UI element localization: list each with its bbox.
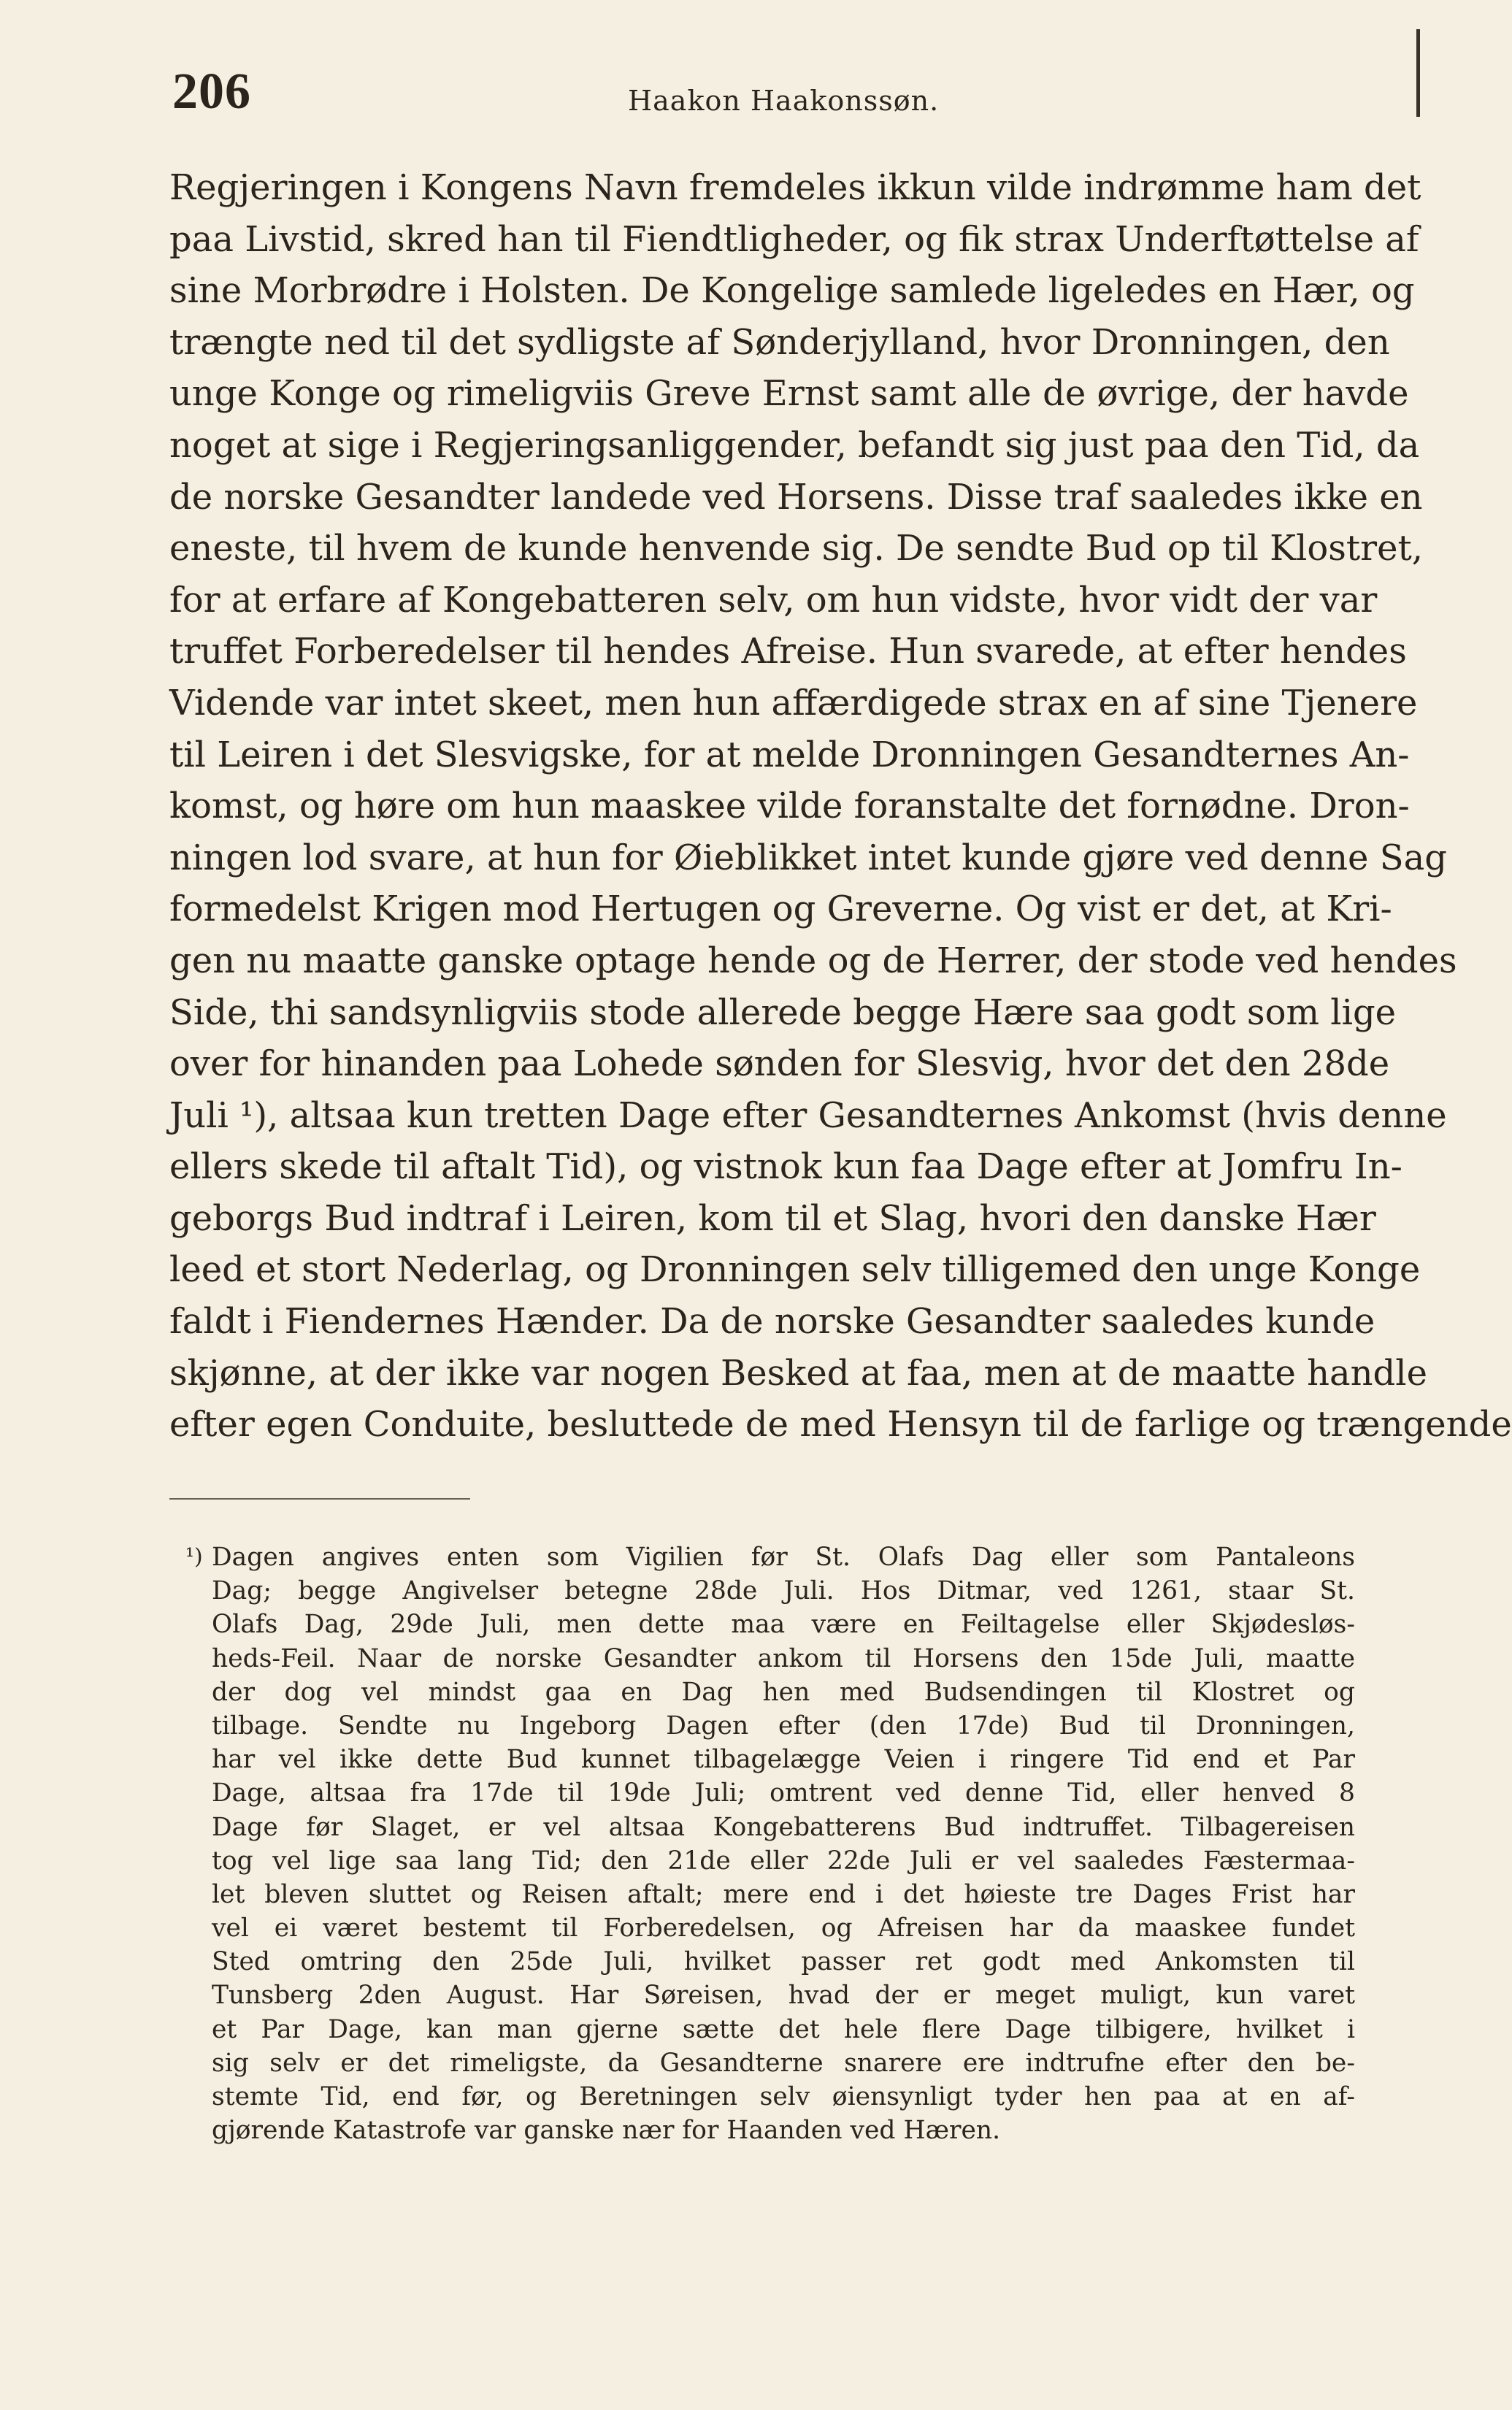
footnote-line: let bleven sluttet og Reisen aftalt; mere end i det høieste tre Dages Frist har — [212, 1879, 1355, 1909]
body-line: skjønne, at der ikke var nogen Besked at faa, men at de maatte handle — [169, 1352, 1428, 1394]
body-line: paa Livstid, skred han til Fiendtligheder, og fik strax Underftøttelse af — [169, 218, 1419, 260]
footnote-line: stemte Tid, end før, og Beretningen selv øiensynligt tyder hen paa at en af- — [212, 2082, 1355, 2111]
footnote-line: heds-Feil. Naar de norske Gesandter ankom til Horsens den 15de Juli, maatte — [212, 1643, 1355, 1673]
body-line: Regjeringen i Kongens Navn fremdeles ikkun vilde indrømme ham det — [169, 167, 1421, 208]
body-line: eneste, til hvem de kunde henvende sig. De sendte Bud op til Klostret, — [169, 528, 1424, 569]
footnote-line: Sted omtring den 25de Juli, hvilket passer ret godt med Ankomsten til — [212, 1947, 1355, 1977]
body-line: Side, thi sandsynligviis stode allerede begge Hære saa godt som lige — [169, 991, 1397, 1033]
body-line: over for hinanden paa Lohede sønden for Slesvig, hvor det den 28de — [169, 1043, 1390, 1085]
footnote-line: Tunsberg 2den August. Har Søreisen, hvad der er meget muligt, kun varet — [212, 1981, 1355, 2011]
body-line: ningen lod svare, at hun for Øieblikket intet kunde gjøre ved denne Sag — [169, 837, 1447, 878]
body-line: trængte ned til det sydligste af Sønderjylland, hvor Dronningen, den — [169, 321, 1390, 363]
footnote-line: Dage, altsaa fra 17de til 19de Juli; omtrent ved denne Tid, eller henved 8 — [212, 1778, 1355, 1808]
body-line: efter egen Conduite, besluttede de med Hensyn til de farlige og trængende — [169, 1404, 1512, 1446]
body-line: leed et stort Nederlag, og Dronningen selv tilligemed den unge Konge — [169, 1249, 1421, 1291]
body-line: gen nu maatte ganske optage hende og de Herrer, der stode ved hendes — [169, 940, 1457, 981]
footnotes — [185, 1540, 1355, 2147]
footnote-line: Dage før Slaget, er vel altsaa Kongebatterens Bud indtruffet. Tilbagereisen — [212, 1812, 1355, 1842]
body-line: for at erfare af Kongebatteren selv, om hun vidste, hvor vidt der var — [169, 579, 1378, 621]
footnote-line: Olafs Dag, 29de Juli, men dette maa være en Feiltagelse eller Skjødesløs- — [212, 1610, 1355, 1640]
body-line: noget at sige i Regjeringsanliggender, befandt sig just paa den Tid, da — [169, 424, 1420, 466]
footnote-line: sig selv er det rimeligste, da Gesandterne snarere ere indtrufne efter den be- — [212, 2048, 1355, 2078]
footnote-line: gjørende Katastrofe var ganske nær for Haanden ved Hæren. — [212, 2116, 1001, 2146]
footnote-line: vel ei været bestemt til Forberedelsen, og Afreisen har da maaskee fundet — [212, 1914, 1355, 1943]
footnote-marker: ¹) — [185, 1544, 203, 1570]
body-line: unge Konge og rimeligviis Greve Ernst samt alle de øvrige, der havde — [169, 373, 1409, 415]
body-line: faldt i Fiendernes Hænder. Da de norske Gesandter saaledes kunde — [169, 1301, 1375, 1343]
footnote-line: Dag; begge Angivelser betegne 28de Juli. Hos Ditmar, ved 1261, staar St. — [212, 1576, 1355, 1606]
footnote-rule — [169, 1498, 470, 1500]
body-line: komst, og høre om hun maaskee vilde foranstalte det fornødne. Dron- — [169, 786, 1410, 827]
footnote-line: Dagen angives enten som Vigilien før St. Olafs Dag eller som Pantaleons — [212, 1543, 1355, 1572]
body-line: til Leiren i det Slesvigske, for at melde Dronningen Gesandternes An- — [169, 734, 1410, 775]
footnote-line: et Par Dage, kan man gjerne sætte det hele flere Dage tilbigere, hvilket i — [212, 2014, 1355, 2044]
page-number: 206 — [172, 64, 251, 120]
page-edge-mark — [1416, 29, 1420, 117]
body-text — [169, 162, 1512, 1451]
body-line: formedelst Krigen mod Hertugen og Greverne. Og vist er det, at Kri- — [169, 889, 1392, 930]
body-line: Vidende var intet skeet, men hun affærdigede strax en af sine Tjenere — [169, 682, 1418, 724]
body-line: Juli ¹), altsaa kun tretten Dage efter Gesandternes Ankomst (hvis denne — [169, 1094, 1447, 1136]
footnote-line: tog vel lige saa lang Tid; den 21de eller 22de Juli er vel saaledes Fæstermaa- — [212, 1846, 1355, 1876]
body-line: sine Morbrødre i Holsten. De Kongelige samlede ligeledes en Hær, og — [169, 270, 1415, 312]
body-line: geborgs Bud indtraf i Leiren, kom til et Slag, hvori den danske Hær — [169, 1197, 1376, 1239]
footnote-line: der dog vel mindst gaa en Dag hen med Budsendingen til Klostret og — [212, 1677, 1355, 1707]
footnote-line: tilbage. Sendte nu Ingeborg Dagen efter (den 17de) Bud til Dronningen, — [212, 1711, 1355, 1741]
body-line: de norske Gesandter landede ved Horsens. Disse traf saaledes ikke en — [169, 476, 1423, 518]
footnote-line: har vel ikke dette Bud kunnet tilbagelægge Veien i ringere Tid end et Par — [212, 1745, 1355, 1775]
body-line: truffet Forberedelser til hendes Afreise. Hun svarede, at efter hendes — [169, 631, 1407, 672]
running-head: Haakon Haakonssøn. — [628, 85, 940, 117]
body-line: ellers skede til aftalt Tid), og vistnok kun faa Dage efter at Jomfru In- — [169, 1146, 1402, 1188]
